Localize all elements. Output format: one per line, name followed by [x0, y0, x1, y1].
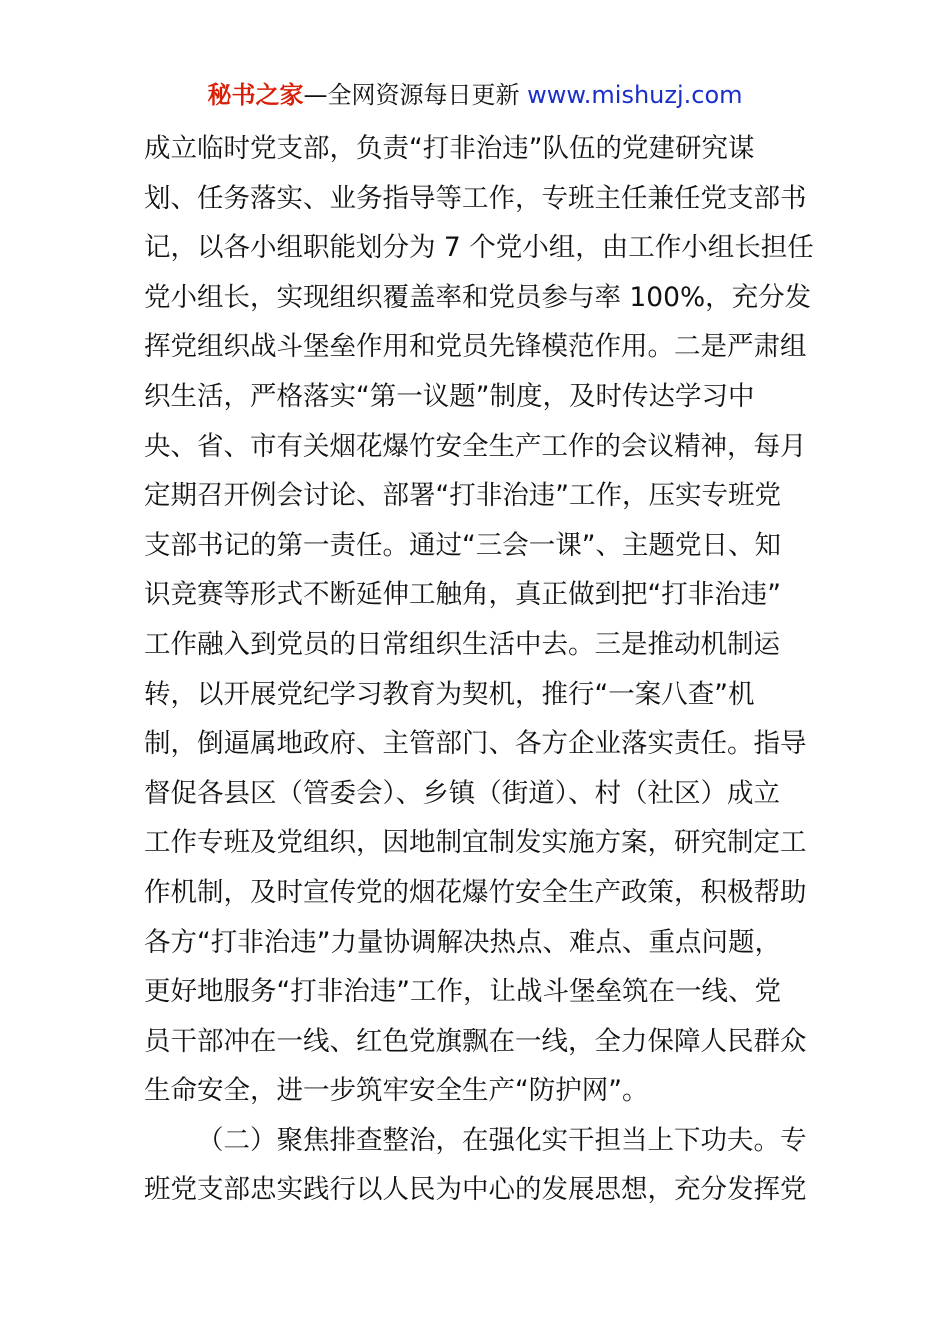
text-line: 督促各县区（管委会）、乡镇（街道）、村（社区）成立 — [144, 777, 780, 809]
text-line: 织生活，严格落实“第一议题”制度，及时传达学习中 — [144, 380, 755, 412]
text-line: 支部书记的第一责任。通过“三会一课”、主题党日、知 — [144, 529, 781, 561]
text-line: 识竞赛等形式不断延伸工触角，真正做到把“打非治违” — [144, 579, 781, 611]
text-line: 生命安全，进一步筑牢安全生产“防护网”。 — [144, 1075, 649, 1107]
text-line: 划、任务落实、业务指导等工作，专班主任兼任党支部书 — [144, 182, 807, 214]
website-url: www.mishuzj.com — [527, 81, 743, 109]
text-line: 定期召开例会讨论、部署“打非治违”工作，压实专班党 — [144, 480, 781, 512]
page-header — [0, 78, 950, 112]
text-line: 班党支部忠实践行以人民为中心的发展思想，充分发挥党 — [144, 1174, 807, 1206]
section-heading-line: （二）聚焦排查整治，在强化实干担当上下功夫。专 — [197, 1124, 807, 1156]
text-line: 员干部冲在一线、红色党旗飘在一线，全力保障人民群众 — [144, 1025, 807, 1057]
text-line: 制，倒逼属地政府、主管部门、各方企业落实责任。指导 — [144, 728, 807, 760]
brand-name: 秘书之家 — [207, 81, 304, 109]
text-line: 工作专班及党组织，因地制宜制发实施方案，研究制定工 — [144, 827, 807, 859]
text-line: 挥党组织战斗堡垒作用和党员先锋模范作用。二是严肃组 — [144, 331, 807, 363]
text-line: 工作融入到党员的日常组织生活中去。三是推动机制运 — [144, 628, 780, 660]
text-line: 党小组长，实现组织覆盖率和党员参与率 100%，充分发 — [144, 281, 812, 313]
text-line: 转，以开展党纪学习教育为契机，推行“一案八查”机 — [144, 678, 755, 710]
text-line: 更好地服务“打非治违”工作，让战斗堡垒筑在一线、党 — [144, 976, 781, 1008]
header-tagline: —全网资源每日更新 — [303, 81, 520, 109]
text-line: 作机制，及时宣传党的烟花爆竹安全生产政策，积极帮助 — [144, 876, 807, 908]
document-body — [144, 124, 814, 1215]
text-line: 记，以各小组职能划分为 7 个党小组，由工作小组长担任 — [144, 232, 814, 264]
text-line: 成立临时党支部，负责“打非治违”队伍的党建研究谋 — [144, 133, 755, 164]
text-line: 央、省、市有关烟花爆竹安全生产工作的会议精神，每月 — [144, 430, 807, 462]
text-line: 各方“打非治违”力量协调解决热点、难点、重点问题， — [144, 926, 781, 958]
